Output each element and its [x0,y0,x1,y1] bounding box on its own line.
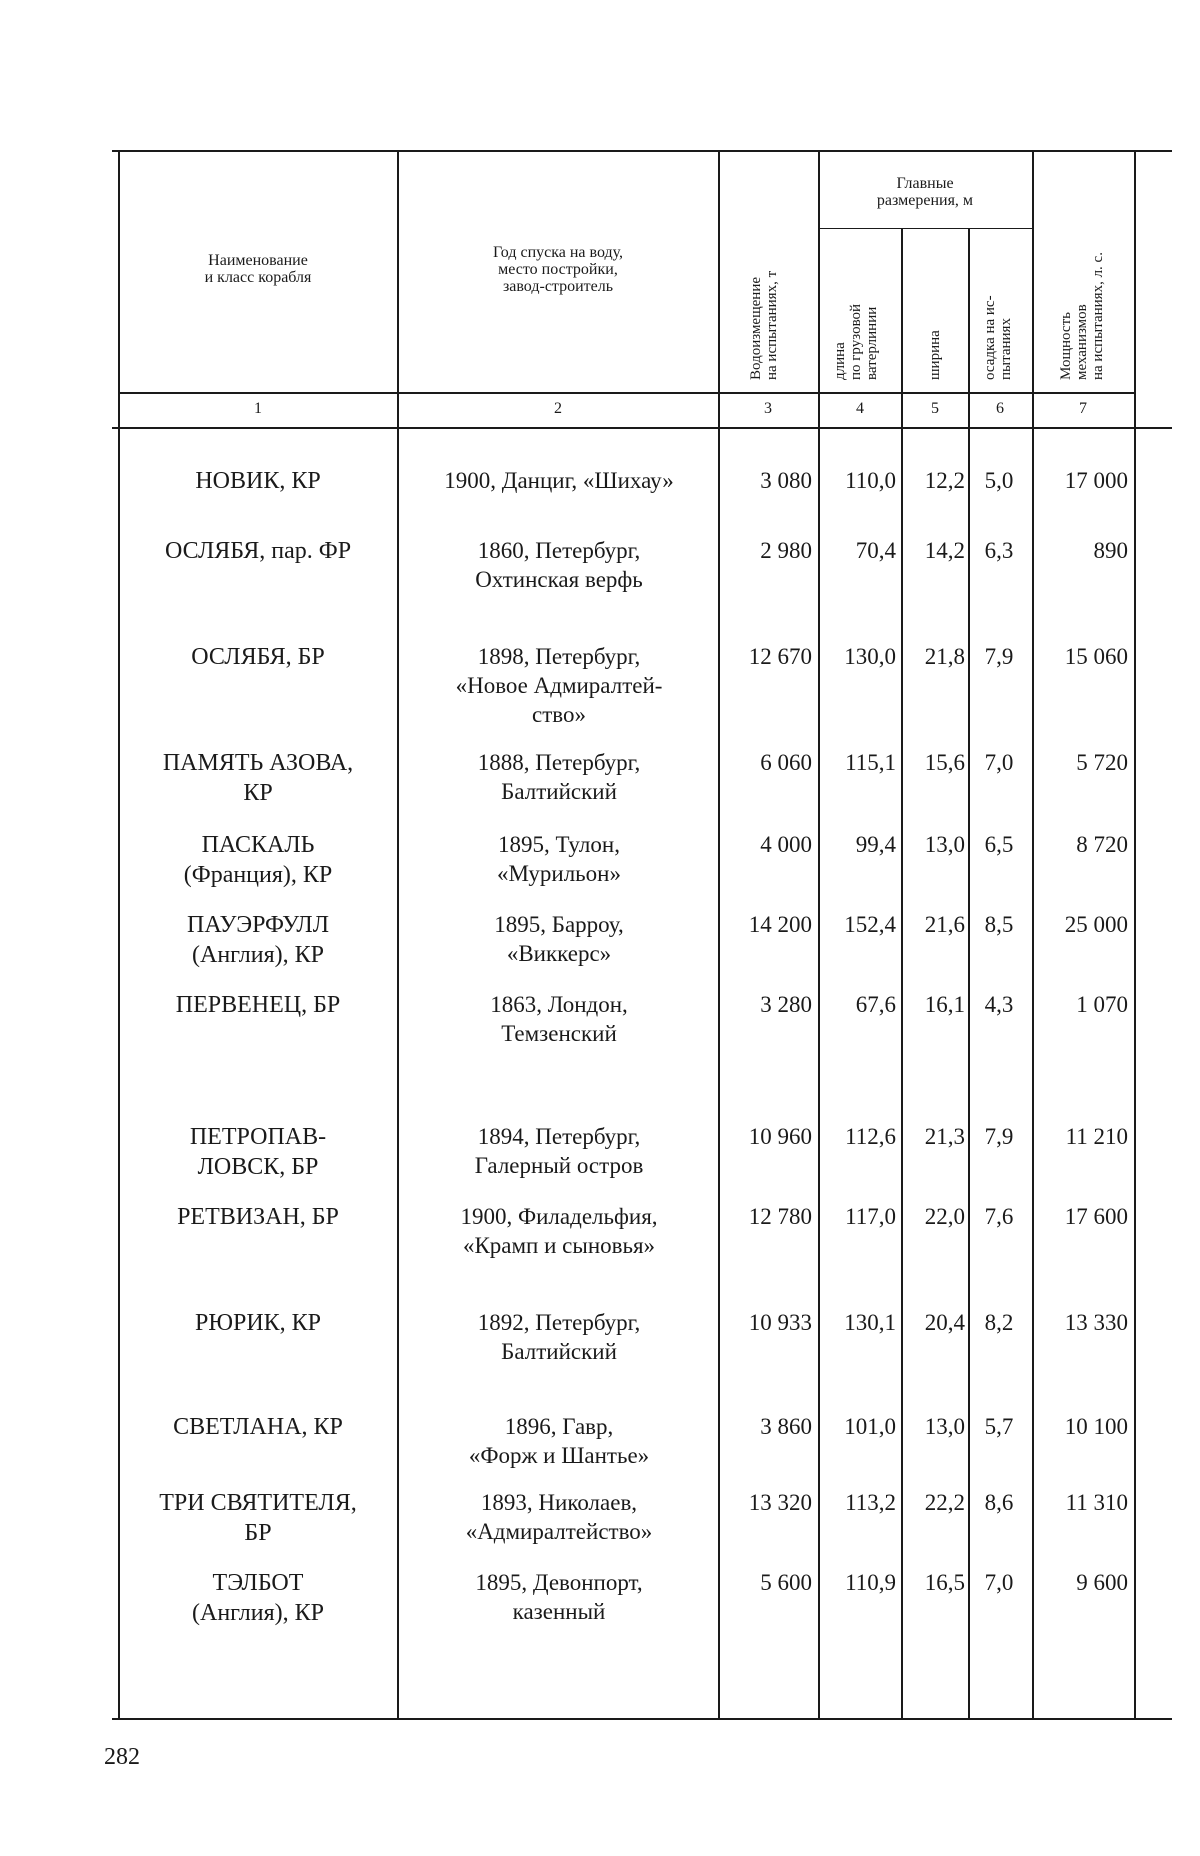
cell-line: ство» [532,702,586,727]
cell-line: 1895, Тулон, [498,832,620,857]
column-number: 5 [931,400,939,417]
cell-line: «Форж и Шантье» [468,1443,650,1468]
cell-length: 67,6 [855,992,896,1017]
cell-beam: 16,5 [924,1570,965,1595]
cell-beam: 21,8 [924,644,965,669]
cell-line: РЕТВИЗАН, БР [177,1204,339,1230]
cell-length: 117,0 [845,1204,896,1229]
cell-power: 1 070 [1076,992,1128,1017]
cell-draft: 7,6 [984,1204,1014,1229]
cell-draft: 4,3 [984,992,1014,1017]
cell-draft: 7,0 [984,750,1014,775]
header-beam: ширина [927,330,943,380]
cell-line: СВЕТЛАНА, КР [173,1414,343,1440]
cell-draft: 5,7 [984,1414,1014,1439]
cell-draft: 5,0 [984,468,1014,493]
cell-power: 17 000 [1064,468,1128,493]
cell-length: 130,0 [844,644,896,669]
cell-draft: 6,5 [984,832,1014,857]
column-number: 4 [856,400,864,417]
cell-beam: 22,0 [924,1204,965,1229]
cell-beam: 21,3 [924,1124,965,1149]
cell-beam: 13,0 [924,1414,965,1439]
cell-length: 110,9 [845,1570,896,1595]
cell-line: ПЕТРОПАВ- [189,1124,327,1150]
cell-displacement: 5 600 [760,1570,812,1595]
cell-name [122,990,394,1020]
cell-power: 5 720 [1076,750,1128,775]
cell-launch [402,1122,716,1180]
cell-launch [402,1412,716,1470]
cell-beam: 12,2 [924,468,965,493]
column-number: 1 [254,400,262,417]
cell-beam: 13,0 [924,832,965,857]
cell-line: Балтийский [501,779,617,804]
cell-line: Галерный остров [474,1153,644,1178]
cell-line: Темзенский [501,1021,617,1046]
cell-name [122,1202,394,1232]
cell-length: 101,0 [844,1414,896,1439]
cell-line: ЛОВСК, БР [197,1154,319,1180]
cell-name [122,1122,394,1182]
cell-line: 1894, Петербург, [477,1124,641,1149]
cell-length: 70,4 [855,538,896,563]
column-number: 6 [996,400,1004,417]
cell-displacement: 6 060 [760,750,812,775]
cell-power: 9 600 [1076,1570,1128,1595]
cell-line: 1896, Гавр, [504,1414,614,1439]
cell-line: 1892, Петербург, [477,1310,641,1335]
cell-line: КР [243,780,273,806]
header-length: длина по грузовой ватерлинии [832,303,880,380]
cell-name [122,1412,394,1442]
header-displacement: Водоизмещение на испытаниях, т [748,270,780,380]
header-draft: осадка на ис- пытаниях [982,295,1014,380]
cell-launch [402,466,716,495]
cell-name [122,1308,394,1338]
cell-draft: 8,5 [984,912,1014,937]
cell-launch [402,642,716,729]
cell-line: ТРИ СВЯТИТЕЛЯ, [159,1490,357,1516]
cell-displacement: 12 670 [748,644,812,669]
cell-line: НОВИК, КР [195,468,321,494]
cell-line: 1900, Филадельфия, [460,1204,658,1229]
cell-line: ОСЛЯБЯ, БР [191,644,325,670]
cell-displacement: 12 780 [748,1204,812,1229]
column-rule [718,150,720,1718]
cell-length: 110,0 [845,468,896,493]
cell-launch [402,1488,716,1546]
cell-power: 11 210 [1065,1124,1128,1149]
cell-beam: 22,2 [924,1490,965,1515]
cell-displacement: 13 320 [748,1490,812,1515]
cell-beam: 20,4 [924,1310,965,1335]
cell-line: ПЕРВЕНЕЦ, БР [175,992,341,1018]
cell-line: «Мурильон» [497,861,621,886]
cell-name [122,642,394,672]
cell-displacement: 3 080 [760,468,812,493]
cell-line: (Франция), КР [183,862,333,888]
column-number: 3 [764,400,772,417]
cell-name [122,536,394,566]
cell-line: РЮРИК, КР [194,1310,322,1336]
cell-displacement: 4 000 [760,832,812,857]
cell-launch [402,830,716,888]
cell-length: 99,4 [855,832,896,857]
cell-displacement: 10 933 [748,1310,812,1335]
cell-draft: 8,2 [984,1310,1014,1335]
header-bottom-rule [118,392,1134,394]
cell-beam: 16,1 [924,992,965,1017]
cell-length: 112,6 [845,1124,896,1149]
cell-launch [402,1308,716,1366]
cell-launch [402,536,716,594]
cell-power: 13 330 [1064,1310,1128,1335]
column-number: 7 [1079,400,1087,417]
cell-power: 15 060 [1064,644,1128,669]
cell-line: «Адмиралтейство» [465,1519,653,1544]
cell-launch [402,990,716,1048]
cell-launch [402,910,716,968]
cell-draft: 7,9 [984,1124,1014,1149]
cell-draft: 7,9 [984,644,1014,669]
cell-name [122,466,394,496]
cell-line: (Англия), КР [192,942,324,968]
cell-power: 25 000 [1064,912,1128,937]
column-number: 2 [554,400,562,417]
cell-beam: 15,6 [924,750,965,775]
column-rule [818,150,820,1718]
cell-power: 11 310 [1065,1490,1128,1515]
header-launch: Год спуска на воду, место постройки, завод-строитель [492,244,624,295]
cell-line: «Виккерс» [506,941,612,966]
cell-draft: 6,3 [984,538,1014,563]
cell-line: 1900, Данциг, «Шихау» [444,468,674,493]
cell-launch [402,1568,716,1626]
cell-line: Балтийский [501,1339,617,1364]
cell-line: БР [244,1520,272,1546]
header-name: Наименование и класс корабля [204,252,312,286]
cell-line: 1895, Барроу, [494,912,624,937]
cell-line: 1888, Петербург, [477,750,641,775]
cell-draft: 7,0 [984,1570,1014,1595]
cell-line: ПАМЯТЬ АЗОВА, [162,750,354,776]
dimensions-group-rule [818,228,1032,229]
cell-name [122,830,394,890]
table-top-rule [112,150,1172,152]
cell-name [122,1568,394,1628]
cell-draft: 8,6 [984,1490,1014,1515]
cell-length: 130,1 [844,1310,896,1335]
cell-line: казенный [512,1599,606,1624]
cell-displacement: 3 860 [760,1414,812,1439]
cell-power: 10 100 [1064,1414,1128,1439]
cell-line: 1898, Петербург, [477,644,641,669]
table-bottom-rule [112,1718,1172,1720]
column-rule [1134,150,1136,1718]
cell-length: 113,2 [845,1490,896,1515]
cell-beam: 21,6 [924,912,965,937]
cell-line: 1893, Николаев, [480,1490,638,1515]
cell-line: ПАУЭРФУЛЛ [187,912,329,938]
cell-line: ПАСКАЛЬ [201,832,315,858]
page-number: 282 [104,1744,140,1770]
cell-beam: 14,2 [924,538,965,563]
cell-line: 1863, Лондон, [490,992,628,1017]
cell-displacement: 10 960 [748,1124,812,1149]
header-power: Мощность механизмов на испытаниях, л. с. [1058,252,1106,380]
cell-name [122,910,394,970]
cell-displacement: 14 200 [748,912,812,937]
cell-line: Охтинская верфь [475,567,643,592]
column-rule [118,150,120,1718]
cell-launch [402,1202,716,1260]
cell-line: ТЭЛБОТ [212,1570,304,1596]
cell-displacement: 2 980 [760,538,812,563]
cell-line: (Англия), КР [192,1600,324,1626]
cell-name [122,748,394,808]
column-rule [1032,150,1034,1718]
column-rule [397,150,399,1718]
cell-length: 115,1 [845,750,896,775]
cell-power: 890 [1093,538,1128,563]
cell-line: ОСЛЯБЯ, пар. ФР [164,538,352,564]
cell-line: «Крамп и сыновья» [462,1233,656,1258]
cell-power: 8 720 [1076,832,1128,857]
cell-length: 152,4 [844,912,896,937]
cell-line: 1895, Девонпорт, [475,1570,643,1595]
cell-line: 1860, Петербург, [477,538,641,563]
cell-name [122,1488,394,1548]
cell-line: «Новое Адмиралтей- [455,673,663,698]
cell-launch [402,748,716,806]
column-number-rule [112,427,1172,429]
cell-power: 17 600 [1064,1204,1128,1229]
cell-displacement: 3 280 [760,992,812,1017]
header-dimensions-group: Главные размерения, м [876,175,974,209]
